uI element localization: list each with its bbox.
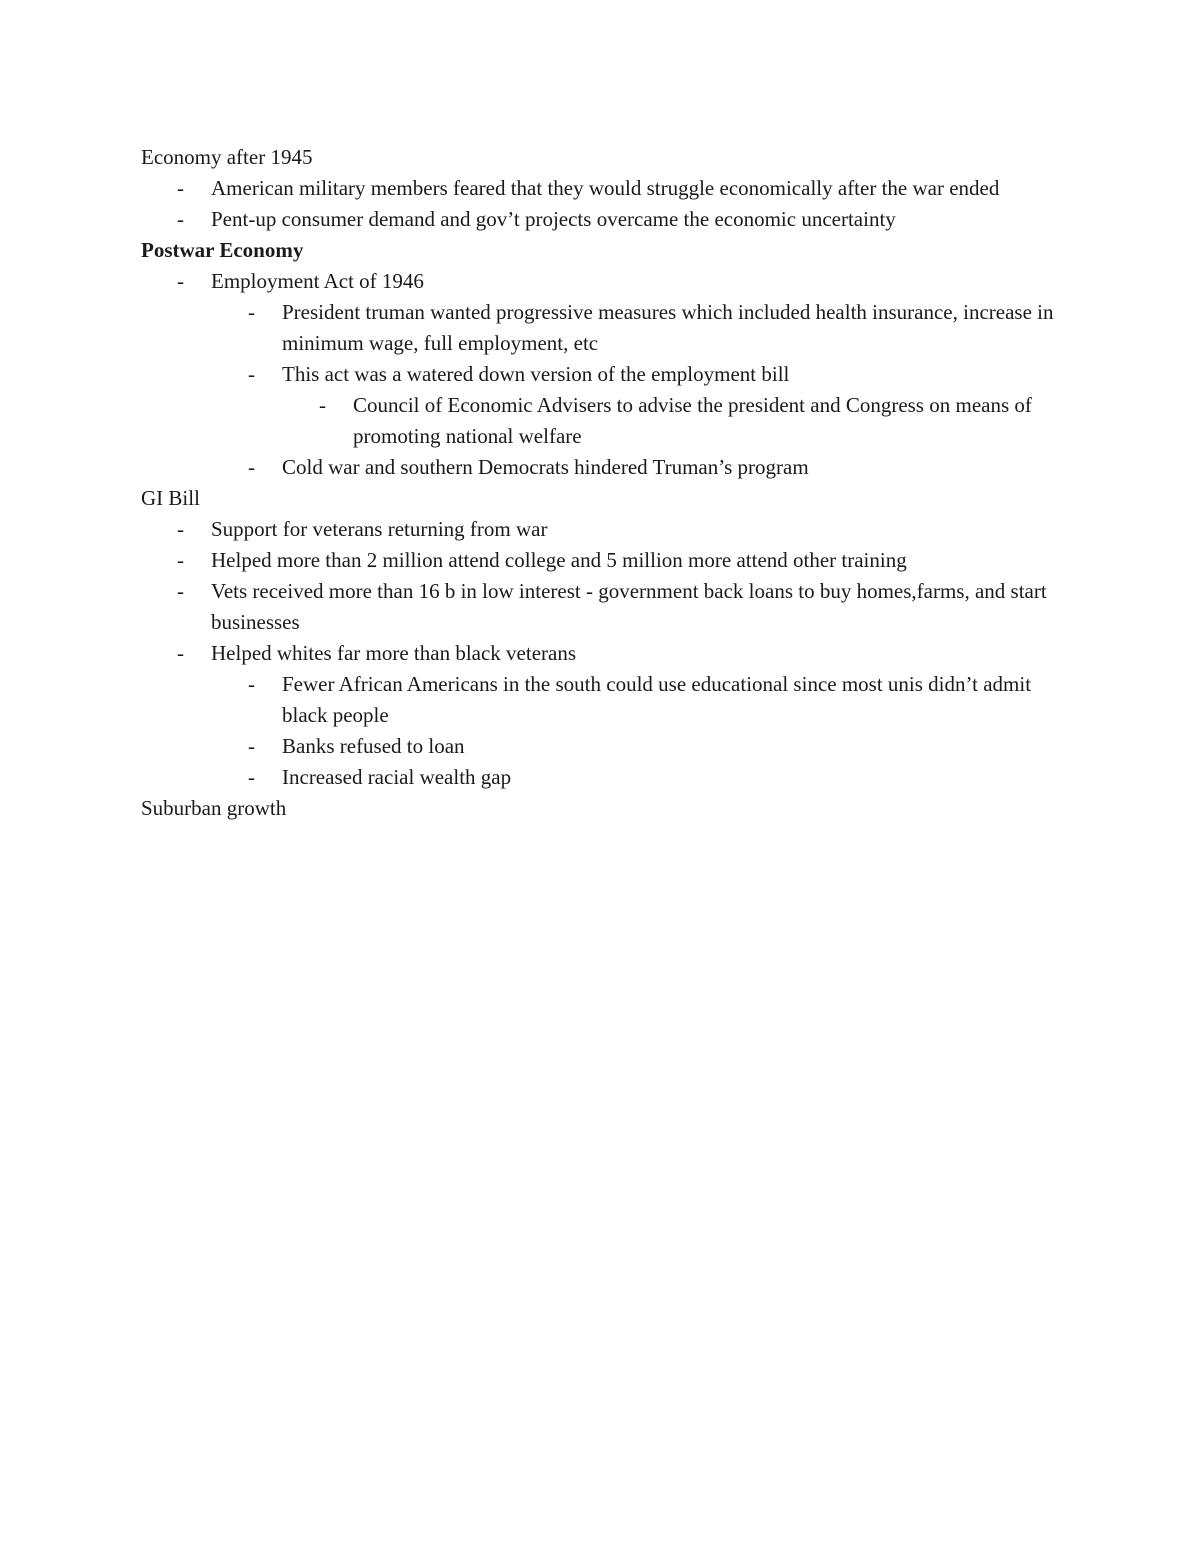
section-heading-postwar-economy: Postwar Economy <box>141 238 304 262</box>
list-item <box>141 204 1061 235</box>
list-item-text: American military members feared that they would struggle economically after the war ended <box>211 176 1000 200</box>
list-item-text: Helped whites far more than black veterans <box>211 641 577 665</box>
list-item <box>141 545 1061 576</box>
bullet-dash: - <box>248 734 255 758</box>
list-item <box>141 576 1061 638</box>
bullet-dash: - <box>177 548 184 572</box>
list-item <box>141 762 1061 793</box>
section-heading-economy-after-1945: Economy after 1945 <box>141 145 313 169</box>
list-item-text: This act was a watered down version of the employment bill <box>282 362 790 386</box>
list-item <box>141 731 1061 762</box>
list-item <box>141 359 1061 390</box>
section-heading-suburban-growth: Suburban growth <box>141 796 287 820</box>
bullet-dash: - <box>177 641 184 665</box>
bullet-dash: - <box>177 517 184 541</box>
list-item-text: Employment Act of 1946 <box>211 269 424 293</box>
list-item-text: Cold war and southern Democrats hindered Truman’s program <box>282 455 809 479</box>
bullet-list-gi-bill <box>141 514 1061 793</box>
list-item <box>141 173 1061 204</box>
list-item <box>141 266 1061 297</box>
list-item-text: President truman wanted progressive measures which included health insurance, increase in minimum wage, full employment, etc <box>282 300 1054 355</box>
list-item-text: Helped more than 2 million attend college and 5 million more attend other training <box>211 548 907 572</box>
bullet-list-postwar-economy <box>141 266 1061 483</box>
bullet-dash: - <box>177 176 184 200</box>
list-item <box>141 514 1061 545</box>
list-item <box>141 669 1061 731</box>
list-item-text: Support for veterans returning from war <box>211 517 548 541</box>
bullet-dash: - <box>248 300 255 324</box>
bullet-dash: - <box>248 455 255 479</box>
list-item <box>141 297 1061 359</box>
list-item-text: Vets received more than 16 b in low interest - government back loans to buy homes,farms, and start businesses <box>211 579 1047 634</box>
list-item-text: Fewer African Americans in the south could use educational since most unis didn’t admit black people <box>282 672 1032 727</box>
section-heading-gi-bill: GI Bill <box>141 486 200 510</box>
list-item-text: Increased racial wealth gap <box>282 765 512 789</box>
document-body <box>141 142 1061 824</box>
bullet-dash: - <box>319 393 326 417</box>
list-item-text: Council of Economic Advisers to advise the president and Congress on means of promoting national welfare <box>353 393 1032 448</box>
list-item-text: Banks refused to loan <box>282 734 465 758</box>
bullet-dash: - <box>177 579 184 603</box>
bullet-dash: - <box>177 207 184 231</box>
bullet-dash: - <box>248 672 255 696</box>
bullet-dash: - <box>248 765 255 789</box>
bullet-dash: - <box>248 362 255 386</box>
list-item <box>141 638 1061 669</box>
list-item <box>141 390 1061 452</box>
bullet-dash: - <box>177 269 184 293</box>
list-item <box>141 452 1061 483</box>
list-item-text: Pent-up consumer demand and gov’t projects overcame the economic uncertainty <box>211 207 896 231</box>
bullet-list-economy-after-1945 <box>141 173 1061 235</box>
